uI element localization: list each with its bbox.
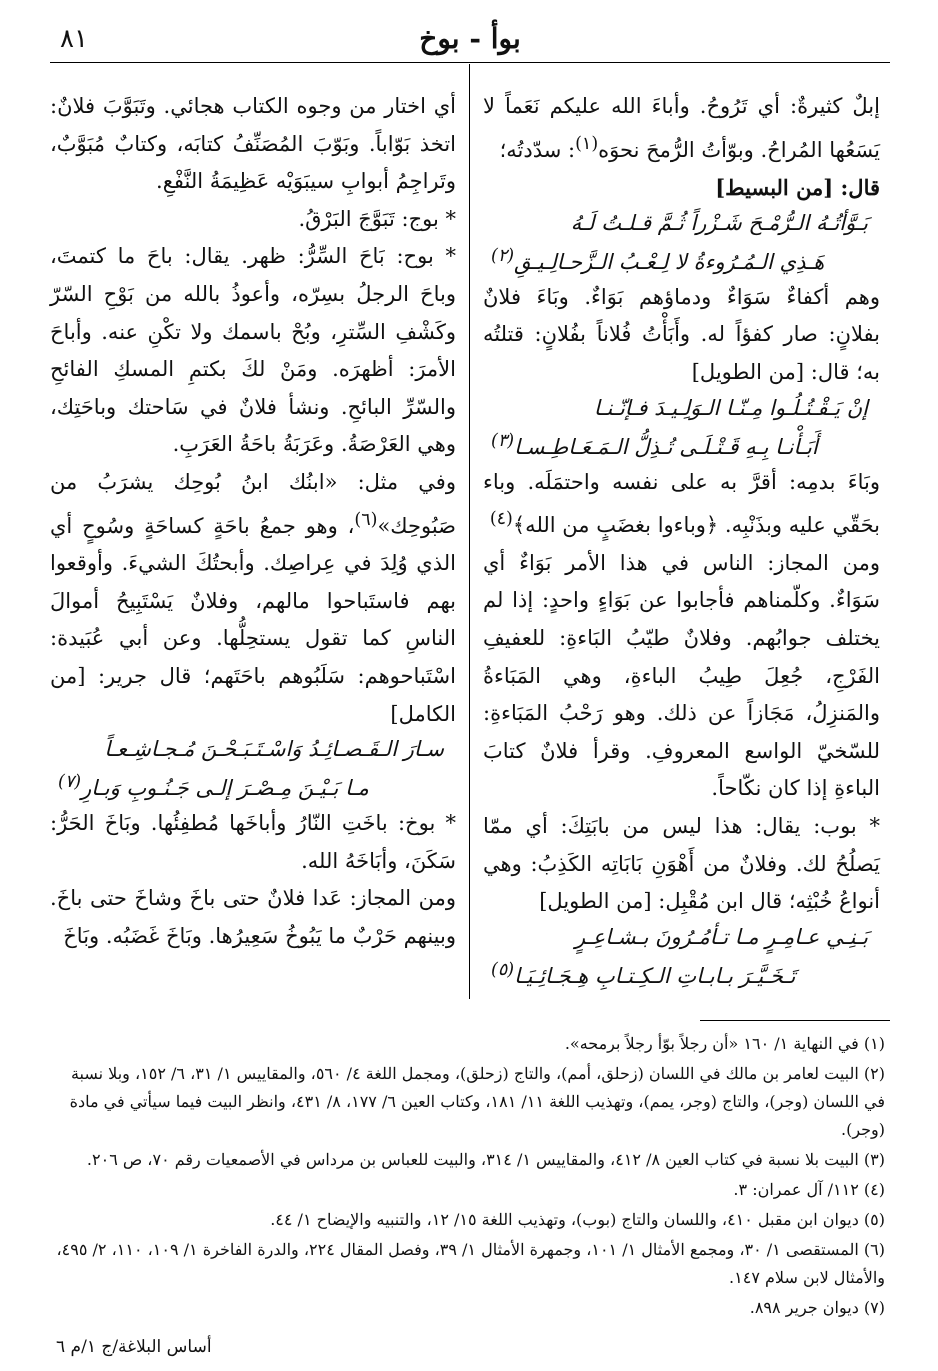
verse-hemistich: بَـنِـي عـامِـرٍ مـا تـأمُـرُونَ بـشـاعِـرٍ — [574, 924, 868, 949]
footnote: (٤) ١١٢/ آل عمران: ٣. — [733, 1180, 885, 1199]
footnote: (٣) البيت بلا نسبة في كتاب العين ٨/ ٤١٢، والمقاييس ١/ ٣١٤، والبيت للعباس بن مرداس في الأصمعيات رقم ٧٠، ص ٢٠٦. — [86, 1150, 885, 1169]
verse-hemistich: هَـذِي الـمُـرُوءةُ لا لِـعْـبُ الـزَّحـالِـيـقِ$^{(٢)}$ — [491, 245, 825, 274]
footnote: (٥) ديوان ابن مقبل ٤١٠، واللسان والتاج (بوب)، وتهذيب اللغة ١٥/ ١٢، والتنبيه والإيضاح ١/ ٤٤. — [270, 1210, 885, 1229]
verse-hemistich: تَـخَـيَّـرَ بـابـاتِ الـكِـتـابِ هِـجَـائِـيَـا$^{(٥)}$ — [491, 959, 796, 988]
paragraph: أي اختار من وجوه الكتاب هجائي. وتَبَوَّبَ فلانٌ: اتخذ بَوّاباً. وبَوّبَ المُصَنِّفُ كتابَه، وكتابٌ مُبَوَّبٌ، وتَراجِمُ أبوابِ سيبَوَيْه عَظِيمَةُ النَّفْعِ. — [50, 94, 456, 194]
page-header — [50, 20, 890, 60]
running-head: بوأ - بوخ — [419, 22, 521, 55]
paragraph: * بوب: يقال: هذا ليس من بابَتِكَ: أي ممّا يَصلُحُ لك. وفلانٌ من أَهْوَنِ بَابَاتِه الكَذِبُ: وهي أنواعُ خُبْثِه؛ قال ابن مُقْبِل: [من الطويل] — [483, 813, 880, 914]
paragraph: ومن المجاز: الناس في هذا الأمر بَوَاءٌ أي سَوَاءٌ. وكلّمناهم فأجابوا عن بَوَاءٍ واحدٍ: إذا لم يختلف جوابُهم. وفلانٌ طيّبُ البَاءةِ: للعفيفِ الفَرْجِ، جُعِلَ طِيبُ الباءةِ، وهي المَبَاءةُ والمَنزِلُ، مَجَازاً عن ذلك. وهو رَحْبُ المَبَاءةِ: للسّخيّ الواسع المعروفِ. وقرأ فلانٌ كتابَ الباءةِ إذا كان نكّاحاً. — [483, 550, 880, 801]
column-divider — [469, 64, 470, 999]
footnote: (٧) ديوان جرير ٨٩٨. — [749, 1298, 885, 1317]
footnote-marker: (٦) — [354, 509, 378, 530]
verse-hemistich: مـا بَـيْـنَ مِـصْـرَ إلـى جَـنُـوبِ وَبـارِ$^{(٧)}$ — [58, 772, 369, 801]
paragraph: * بوخ: باخَتِ النّارُ وأباخَها مُطفِئُها. وبَاخَ الحَرُّ: سَكَنَ، وأبَاخَهُ الله. — [50, 811, 456, 873]
paragraph: وهم أكفاءٌ سَوَاءٌ ودماؤهم بَوَاءٌ. وبَاءَ فلانٌ بفلانٍ: صار كفؤاً له. وأَبَأْتُ فُلاناً بفُلانٍ: قتلتُه به؛ قال: [من الطويل] — [483, 284, 880, 384]
footnote: (١) في النهاية ١/ ١٦٠ «أن رجلاً بوّأ رجلاً برمحه». — [564, 1034, 885, 1053]
footnote-marker: (٣) — [491, 430, 515, 451]
footnote-marker: (٥) — [491, 959, 515, 980]
footnote-marker: (٢) — [491, 245, 515, 266]
verse-hemistich: بَـوَّأتُـهُ الـرُّمْـحَ شَـزْراً ثُـمَّ قـلـتُ لَـهُ — [570, 210, 868, 235]
paragraph: قال: [من البسيط] — [715, 175, 880, 201]
paragraph: وفي مثل: «ابنُك ابنُ بُوحِك يشرَبُ من صَبُوحِك»$^{(٦)}$، وهو جمعُ باحَةٍ كساحَةٍ وسُوحٍ أي الذي وُلِدَ في عِراصِك. وأبحتُكَ الشيءَ. وأوقعوا بهم فاستَباحوا مالهم، وفلانٌ يَسْتَبِيحُ أموالَ الناسِ كما تقول يستحِلُّها. وعن أبي عُبَيدة: اسْتَباحوهم: سَلَبُوهم باحَتَهم؛ قال جرير: [من الكامل] — [50, 469, 456, 726]
left-column — [50, 88, 456, 955]
footnote-rule — [700, 1020, 890, 1021]
page-number: ٨١ — [60, 24, 88, 54]
verse-hemistich: إنْ يَـقْـتُـلُـوا مِـنّـا الـوَلِـيـدَ فـإنّـنـا — [593, 395, 868, 420]
paragraph: * بوح: بَاحَ السِّرُّ: ظهر. يقال: باحَ ما كتمتَ، وباحَ الرجلُ بسِرّه، وأعوذُ بالله من بَوْحِ السّرّ وكَشْفِ السِّترِ، وبُحْ باسمك ولا تكْنِ عنه. وأباحَ الأمرَ: أظهرَه. ومَنْ لكَ بكتمِ المسكِ الفائحِ والسّرِّ البائحِ. ونشأ فلانٌ في سَاحتك وباحَتِك، وهي العَرْصَةُ. وعَرَبَةُ باحَةُ العَرَبِ. — [50, 244, 456, 457]
header-rule — [50, 62, 890, 63]
footnote-marker: (٧) — [58, 772, 82, 793]
footnote: (٢) البيت لعامر بن مالك في اللسان (زحلق، أمم)، والتاج (زحلق)، ومجمل اللغة ٤/ ٥٦٠، والمقاييس ١/ ٣١، ٦/ ١٥٢، وبلا نسبة في اللسان (وجر)، والتاج (وجر، يمم)، وتهذيب اللغة ١١/ ١٨١، وكتاب العين ٦/ ١٧٧، ٨/ ٤٣١، وانظر البيت فيما سيأتي في مادة (وجر). — [69, 1064, 885, 1139]
volume-signature: أساس البلاغة/ج ١/م ٦ — [56, 1337, 212, 1357]
paragraph: وبَاءَ بدمِه: أقرَّ به على نفسه واحتمَلَه. وباء بحَقّي عليه وبذَنْبِه. ﴿وباءوا بغضَبٍ من الله﴾$^{(٤)}$ — [483, 469, 880, 538]
paragraph: ومن المجاز: عَدا فلانٌ حتى باخَ وشاخَ حتى باخَ. وبينهم حَرْبٌ ما يَبُوخُ سَعِيرُها. وبَاخَ غَضَبُه. وبَاخَ — [50, 886, 456, 948]
footnotes — [50, 1030, 885, 1324]
entry-heading: * بوج: تَبَوَّجَ البَرْقُ. — [298, 206, 456, 231]
footnote-marker: (١) — [575, 133, 599, 154]
footnote: (٦) المستقصى ١/ ٣٠، ومجمع الأمثال ١/ ١٠١، وجمهرة الأمثال ١/ ٣٩، وفصل المقال ٢٢٤، والدرة الفاخرة ١/ ١٠٩، ١١٠، ٢/ ٤٩٥، والأمثال لابن سلام ١٤٧. — [56, 1240, 885, 1287]
verse-hemistich: أَبَـأْنـا بِـهِ قَـتْـلَـى تُـذِلُّ الـمَـعَـاطِـسـا$^{(٣)}$ — [491, 430, 818, 459]
footnote-marker: (٤) — [489, 509, 513, 530]
verse-hemistich: سـارَ الـقَـصـائِـدُ وَاسْـتَـبَـحْـنَ مُـجـاشِـعـاً — [104, 737, 444, 762]
right-column — [483, 88, 880, 993]
paragraph: إبلٌ كثيرةٌ: أي تَرُوحُ. وأباءَ الله عليكم نَعَماً لا يَسَعُها المُراحُ. وبوّأتُ الرُّمحَ نحوَه$^{(١)}$: سدّدتُه؛ — [483, 94, 880, 162]
